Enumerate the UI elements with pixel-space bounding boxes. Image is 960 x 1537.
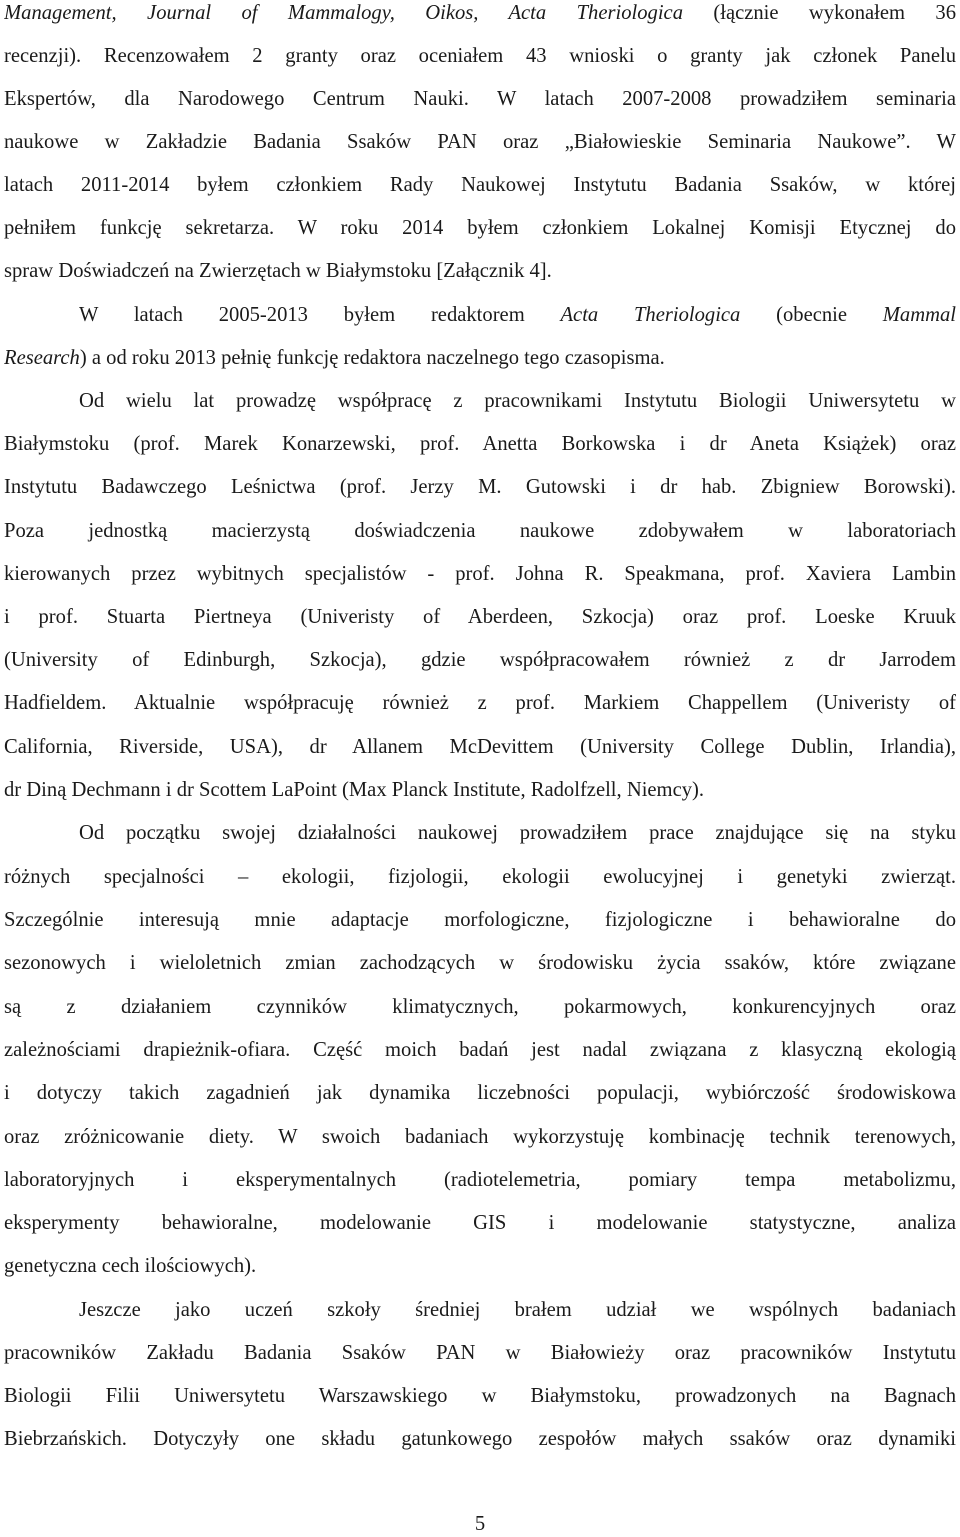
text-line xyxy=(4,1381,956,1411)
text-line xyxy=(4,1122,956,1152)
text-line xyxy=(4,862,956,892)
text-span: i prof. Stuarta Piertneya (Univeristy of Aberdeen, Szkocja) oraz prof. Loeske Kruuk xyxy=(4,606,956,628)
text-line xyxy=(4,1424,956,1454)
text-line xyxy=(4,1208,956,1238)
text-line xyxy=(4,472,956,502)
text-line xyxy=(4,1035,956,1065)
italic-text: Management, Journal of Mammalogy, Oikos, Acta Theriologica xyxy=(4,2,683,24)
text-line xyxy=(4,732,956,762)
text-line xyxy=(4,170,956,200)
text-line xyxy=(4,905,956,935)
text-span: dr Diną Dechmann i dr Scottem LaPoint (Max Planck Institute, Radolfzell, Niemcy). xyxy=(4,779,705,801)
text-span: pracowników Zakładu Badania Ssaków PAN w Białowieży oraz pracowników Instytutu xyxy=(4,1342,956,1364)
text-span: Od wielu lat prowadzę współpracę z pracownikami Instytutu Biologii Uniwersytetu w xyxy=(79,390,956,412)
text-span: oraz zróżnicowanie diety. W swoich badaniach wykorzystuję kombinację technik terenowych, xyxy=(4,1126,956,1148)
text-span: Instytutu Badawczego Leśnictwa (prof. Jerzy M. Gutowski i dr hab. Zbigniew Borowski). xyxy=(4,476,956,498)
text-span: są z działaniem czynników klimatycznych, pokarmowych, konkurencyjnych oraz xyxy=(4,996,956,1018)
text-line xyxy=(4,1078,956,1108)
italic-text: Acta Theriologica xyxy=(560,304,741,326)
text-line xyxy=(4,688,956,718)
text-span: Biebrzańskich. Dotyczyły one składu gatunkowego zespołów małych ssaków oraz dynamiki xyxy=(4,1428,956,1450)
text-span: Poza jednostką macierzystą doświadczenia naukowe zdobywałem w laboratoriach xyxy=(4,520,956,542)
text-span: Jeszcze jako uczeń szkoły średniej brałem udział we wspólnych badaniach xyxy=(79,1299,956,1321)
text-line xyxy=(4,948,956,978)
text-line xyxy=(4,343,956,373)
italic-text: Research xyxy=(4,347,80,369)
text-span: zależnościami drapieżnik-ofiara. Część moich badań jest nadal związana z klasyczną ekologią xyxy=(4,1039,956,1061)
text-line xyxy=(4,84,956,114)
text-span: i dotyczy takich zagadnień jak dynamika liczebności populacji, wybiórczość środowiskowa xyxy=(4,1082,956,1104)
text-span: ) a od roku 2013 pełnię funkcję redaktora naczelnego tego czasopisma. xyxy=(79,347,665,369)
text-line xyxy=(4,256,956,286)
text-span: Białymstoku (prof. Marek Konarzewski, prof. Anetta Borkowska i dr Aneta Książek) oraz xyxy=(4,433,956,455)
text-span: (obecnie xyxy=(740,304,883,326)
text-line xyxy=(4,0,956,28)
text-line xyxy=(4,775,956,805)
text-line xyxy=(4,1165,956,1195)
italic-text: Mammal xyxy=(882,304,956,326)
text-line xyxy=(4,127,956,157)
text-span: California, Riverside, USA), dr Allanem McDevittem (University College Dublin, Irlandia), xyxy=(4,736,956,758)
text-span: Hadfieldem. Aktualnie współpracuję również z prof. Markiem Chappellem (Univeristy of xyxy=(4,692,956,714)
text-line xyxy=(4,559,956,589)
text-span: Szczególnie interesują mnie adaptacje morfologiczne, fizjologiczne i behawioralne do xyxy=(4,909,956,931)
text-line xyxy=(4,1338,956,1368)
text-span: naukowe w Zakładzie Badania Ssaków PAN oraz „Białowieskie Seminaria Naukowe”. W xyxy=(4,131,956,153)
text-line xyxy=(79,300,956,330)
text-span: Od początku swojej działalności naukowej prowadziłem prace znajdujące się na styku xyxy=(79,822,956,844)
text-line xyxy=(4,645,956,675)
text-span: pełniłem funkcję sekretarza. W roku 2014 byłem członkiem Lokalnej Komisji Etycznej do xyxy=(4,217,956,239)
text-span: różnych specjalności – ekologii, fizjologii, ekologii ewolucyjnej i genetyki zwierząt. xyxy=(4,866,956,888)
text-span: genetyczna cech ilościowych). xyxy=(4,1255,257,1277)
text-line xyxy=(4,602,956,632)
text-span: W latach 2005-2013 byłem redaktorem xyxy=(79,304,561,326)
text-span: kierowanych przez wybitnych specjalistów - prof. Johna R. Speakmana, prof. Xaviera Lambin xyxy=(4,563,956,585)
text-line xyxy=(4,516,956,546)
text-span: Biologii Filii Uniwersytetu Warszawskiego w Białymstoku, prowadzonych na Bagnach xyxy=(4,1385,956,1407)
text-span: Ekspertów, dla Narodowego Centrum Nauki. W latach 2007-2008 prowadziłem seminaria xyxy=(4,88,956,110)
text-span: eksperymenty behawioralne, modelowanie GIS i modelowanie statystyczne, analiza xyxy=(4,1212,956,1234)
text-span: (łącznie wykonałem 36 xyxy=(683,2,956,24)
page-number: 5 xyxy=(474,1513,486,1535)
text-span: laboratoryjnych i eksperymentalnych (radiotelemetria, pomiary tempa metabolizmu, xyxy=(4,1169,956,1191)
text-span: sezonowych i wieloletnich zmian zachodzących w środowisku życia ssaków, które związane xyxy=(4,952,956,974)
text-span: (University of Edinburgh, Szkocja), gdzie współpracowałem również z dr Jarrodem xyxy=(4,649,956,671)
text-line xyxy=(4,213,956,243)
text-line xyxy=(4,1251,956,1281)
text-span: latach 2011-2014 byłem członkiem Rady Naukowej Instytutu Badania Ssaków, w której xyxy=(4,174,956,196)
text-line xyxy=(79,1295,956,1325)
text-line xyxy=(4,41,956,71)
text-line xyxy=(79,818,956,848)
text-line xyxy=(4,429,956,459)
text-line xyxy=(4,992,956,1022)
text-span: recenzji). Recenzowałem 2 granty oraz oceniałem 43 wnioski o granty jak członek Panelu xyxy=(4,45,956,67)
text-line xyxy=(79,386,956,416)
text-span: spraw Doświadczeń na Zwierzętach w Białymstoku [Załącznik 4]. xyxy=(4,260,552,282)
